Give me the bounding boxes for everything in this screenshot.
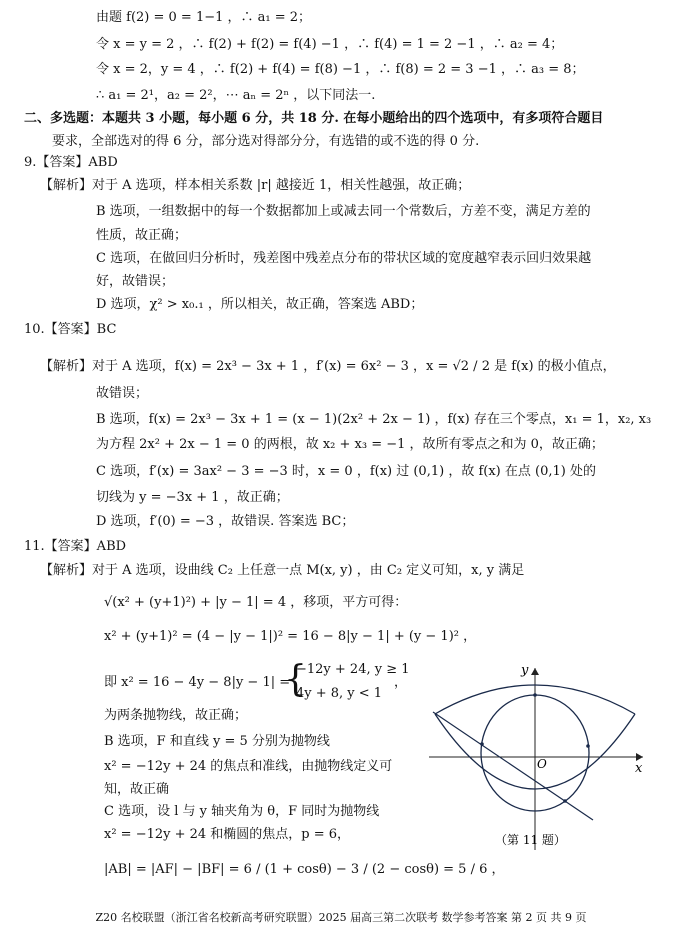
text-line: 性质，故正确；: [96, 228, 188, 243]
text-line: x² + (y+1)² = (4 − |y − 1|)² = 16 − 8|y − 1| + (y − 1)² ，: [104, 629, 477, 644]
text-line: 【解析】对于 A 选项，样本相关系数 |r| 越接近 1，相关性越强，故正确；: [40, 178, 471, 193]
origin-label: O: [537, 757, 547, 771]
x-axis-label: x: [635, 761, 643, 776]
text-line: 故错误；: [96, 386, 149, 401]
text-line: C 选项，设 l 与 y 轴夹角为 θ，F 同时为抛物线: [104, 804, 380, 819]
text-line: |AB| = |AF| − |BF| = 6 / (1 + cosθ) − 3 / (2 − cosθ) = 5 / 6 ，: [104, 862, 505, 877]
point-top: [533, 693, 537, 697]
point-bottom: [563, 799, 567, 803]
text-line: 二、多选题：本题共 3 小题，每小题 6 分，共 18 分. 在每小题给出的四个选项中，有多项符合题目: [24, 111, 604, 126]
text-line: B 选项，一组数据中的每一个数据都加上或减去同一个常数后，方差不变，满足方差的: [96, 204, 591, 219]
line-l: [433, 712, 593, 820]
text-line: 令 x = 2，y = 4 ，∴ f(2) + f(4) = f(8) −1 ，∴ f(8) = 2 = 3 −1 ，∴ a₃ = 8；: [96, 62, 585, 77]
text-line: C 选项，f′(x) = 3ax² − 3 = −3 时，x = 0 ，f(x) 过 (0,1) ，故 f(x) 在点 (0,1) 处的: [96, 464, 596, 479]
text-line: 9.【答案】ABD: [24, 155, 118, 170]
text-line: 【解析】对于 A 选项，设曲线 C₂ 上任意一点 M(x, y) ，由 C₂ 定义可知，x, y 满足: [40, 563, 525, 578]
text-line: 为方程 2x² + 2x − 1 = 0 的两根，故 x₂ + x₃ = −1 ，故所有零点之和为 0，故正确；: [96, 437, 604, 452]
y-axis-arrow: [531, 668, 539, 675]
text-line: D 选项，χ² > x₀.₁ ，所以相关，故正确，答案选 ABD；: [96, 297, 424, 312]
text-line: −12y + 24, y ≥ 1: [296, 662, 410, 677]
figure-caption: （第 11 题）: [495, 833, 566, 847]
text-line: x² = −12y + 24 的焦点和准线，由抛物线定义可: [104, 759, 393, 774]
text-line: 【解析】对于 A 选项，f(x) = 2x³ − 3x + 1 ，f′(x) = 6x² − 3 ，x = √2 / 2 是 f(x) 的极小值点，: [40, 359, 616, 374]
text-line: 即 x² = 16 − 4y − 8|y − 1| =: [104, 675, 291, 690]
text-line: 知，故正确: [104, 782, 170, 797]
point-left: [480, 742, 484, 746]
y-axis-label: y: [521, 663, 529, 678]
figure-11: [425, 660, 655, 860]
text-line: 令 x = y = 2 ，∴ f(2) + f(2) = f(4) −1 ，∴ f(4) = 1 = 2 −1 ，∴ a₂ = 4；: [96, 37, 564, 52]
x-axis-arrow: [636, 753, 643, 761]
text-line: 4y + 8, y < 1: [296, 686, 383, 701]
page-footer: Z20 名校联盟（浙江省名校新高考研究联盟）2025 届高三第二次联考 数学参考答案 第 2 页 共 9 页: [95, 911, 587, 924]
text-line: 10.【答案】BC: [24, 322, 117, 337]
text-line: 要求，全部选对的得 6 分，部分选对得部分分，有选错的或不选的得 0 分.: [52, 134, 480, 149]
text-line: x² = −12y + 24 和椭圆的焦点，p = 6，: [104, 827, 351, 842]
text-line: B 选项，F 和直线 y = 5 分别为抛物线: [104, 734, 330, 749]
text-line: D 选项，f′(0) = −3 ，故错误. 答案选 BC；: [96, 514, 355, 529]
point-right: [586, 744, 590, 748]
text-line: ，: [394, 675, 408, 690]
text-line: √(x² + (y+1)²) + |y − 1| = 4 ，移项，平方可得：: [104, 595, 408, 610]
text-line: 由题 f(2) = 0 = 1−1 ，∴ a₁ = 2；: [96, 10, 312, 25]
piecewise-brace: {: [284, 659, 307, 700]
text-line: B 选项，f(x) = 2x³ − 3x + 1 = (x − 1)(2x² + 2x − 1) ，f(x) 存在三个零点，x₁ = 1，x₂, x₃: [96, 412, 652, 427]
text-line: 好，故错误；: [96, 274, 175, 289]
text-line: 11.【答案】ABD: [24, 539, 127, 554]
text-line: 为两条抛物线，故正确；: [104, 708, 248, 723]
text-line: ∴ a₁ = 2¹，a₂ = 2²，⋯ aₙ = 2ⁿ ，以下同法一.: [96, 88, 376, 103]
text-line: C 选项，在做回归分析时，残差图中残差点分布的带状区域的宽度越窄表示回归效果越: [96, 251, 592, 266]
text-line: 切线为 y = −3x + 1 ，故正确；: [96, 490, 289, 505]
